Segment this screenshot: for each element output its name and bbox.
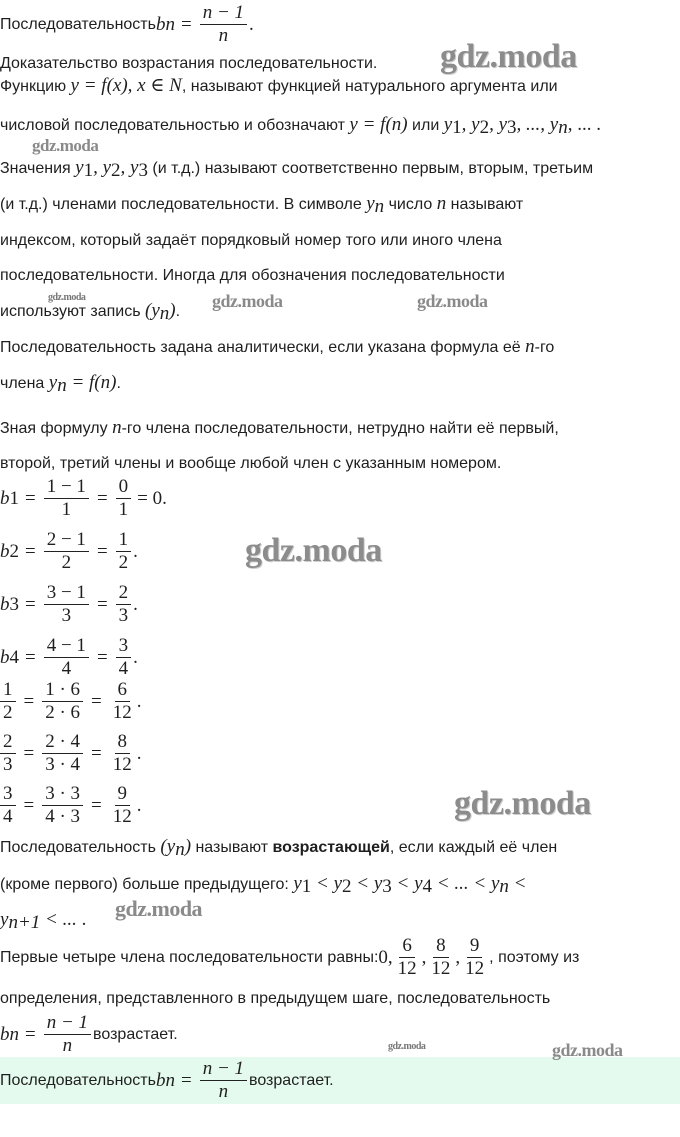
watermark-logo: gdz.moda <box>552 1040 623 1060</box>
text-line: $y_{n+1}$ < ... . <box>0 909 87 933</box>
fraction: $\frac{3 - 1}{3}$ <box>44 582 89 627</box>
watermark-logo: gdz.moda <box>32 136 99 155</box>
text-line: последовательности. Иногда для обозначения последовательности <box>0 267 505 284</box>
term-b2-equation: b 2 = $\frac{2 - 1}{2}$ = $\frac{1}{2}$ . <box>0 529 138 573</box>
answer-box <box>0 1057 680 1104</box>
watermark-logo: gdz.moda <box>440 38 577 75</box>
fraction: $\frac{2}{3}$ <box>0 731 16 776</box>
watermark-logo: gdz.moda <box>212 291 283 311</box>
fraction-equivalence: $\frac{1}{2}$ = $\frac{1 \cdot 6}{2 \cdot 6}$ = $\frac{6}{12}$ . <box>0 679 142 724</box>
first-terms-line: Первые четыре члена последовательности равны: 0 , $\frac{6}{12}$ , $\frac{8}{12}$ , $\frac{9}{12}$ , поэтому из <box>0 935 580 979</box>
fraction: $\frac{1}{2}$ <box>0 679 16 724</box>
text-line: (и т.д.) членами последовательности. В символе $y_n$ число n называют <box>0 193 524 217</box>
text-line: Последовательность задана аналитически, если указана формула её n-го <box>0 336 555 357</box>
watermark-logo: gdz.moda <box>417 291 488 311</box>
text-line: Зная формулу n-го члена последовательности, нетрудно найти её первый, <box>0 417 559 438</box>
fraction-equivalence: $\frac{2}{3}$ = $\frac{2 \cdot 4}{3 \cdot 4}$ = $\frac{8}{12}$ . <box>0 731 142 776</box>
fraction: $\frac{6}{12}$ <box>397 935 417 979</box>
term-b3-equation: b 3 = $\frac{3 - 1}{3}$ = $\frac{2}{3}$ . <box>0 582 138 626</box>
answer-text: Последовательность b n = $\frac{n - 1}{n}$ возрастает. <box>0 1058 334 1102</box>
watermark-logo: gdz.moda <box>48 292 86 303</box>
term-b1-equation: b 1 = $\frac{1 - 1}{1}$ = $\frac{0}{1}$ = 0. <box>0 476 167 520</box>
fraction: $\frac{8}{12}$ <box>431 935 451 979</box>
text-line: Функцию y = f(x), x ∈ N, называют функцией натурального аргумента или <box>0 75 558 96</box>
proof-heading: Доказательство возрастания последовательности. <box>0 55 378 72</box>
conclusion-line: b n = $\frac{n - 1}{n}$ возрастает. <box>0 1012 178 1056</box>
fraction: $\frac{4 - 1}{4}$ <box>44 635 89 680</box>
fraction-equivalence: $\frac{3}{4}$ = $\frac{3 \cdot 3}{4 \cdot 3}$ = $\frac{9}{12}$ . <box>0 783 142 828</box>
fraction: $\frac{3 \cdot 3}{4 \cdot 3}$ <box>42 783 83 828</box>
fraction: $\frac{1 \cdot 6}{2 \cdot 6}$ <box>42 679 83 724</box>
text-line: (кроме первого) больше предыдущего: $y_1 < y_2 < y_3 < y_4$ < ... < $y_n$ < <box>0 873 527 897</box>
fraction: $\frac{6}{12}$ <box>112 679 132 723</box>
fraction: $\frac{n - 1}{n}$ <box>44 1012 91 1057</box>
watermark-logo: gdz.moda <box>115 896 203 921</box>
fraction: $\frac{3}{4}$ <box>116 635 132 680</box>
watermark-logo: gdz.moda <box>454 785 591 822</box>
fraction: $\frac{9}{12}$ <box>112 783 132 827</box>
fraction: $\frac{9}{12}$ <box>465 935 485 979</box>
fraction: $\frac{2}{3}$ <box>116 582 132 627</box>
text-line: Значения $y_1$, $y_2$, $y_3$ (и т.д.) называют соответственно первым, вторым, третьим <box>0 157 594 181</box>
text-line: индексом, который задаёт порядковый номер того или иного члена <box>0 232 502 249</box>
fraction: $\frac{2 - 1}{2}$ <box>44 529 89 574</box>
text-line: используют запись $(y_n)$. <box>0 300 181 324</box>
term-b4-equation: b 4 = $\frac{4 - 1}{4}$ = $\frac{3}{4}$ . <box>0 635 138 679</box>
sequence-definition-line: Последовательность b n = $\frac{n - 1}{n}$ . <box>0 2 254 46</box>
fraction: $\frac{8}{12}$ <box>112 731 132 775</box>
fraction: $\frac{3}{4}$ <box>0 783 16 828</box>
fraction: $\frac{n - 1}{n}$ <box>200 1058 247 1103</box>
watermark-logo: gdz.moda <box>388 1041 426 1052</box>
text-line: члена $y_n = f(n)$. <box>0 372 121 396</box>
watermark-logo: gdz.moda <box>245 532 382 569</box>
fraction: $\frac{1}{2}$ <box>116 529 132 574</box>
increasing-definition: Последовательность $(y_n)$ называют возрастающей, если каждый её член <box>0 836 558 860</box>
fraction: $\frac{1 - 1}{1}$ <box>44 476 89 521</box>
text-line: определения, представленного в предыдущем шаге, последовательность <box>0 990 551 1007</box>
text-line: числовой последовательностью и обозначают y = f(n) или $y_1$, $y_2$, $y_3$, ..., $y_n$, ... . <box>0 114 601 138</box>
fraction: $\frac{0}{1}$ <box>116 476 132 521</box>
fraction: $\frac{n - 1}{n}$ <box>200 2 247 47</box>
fraction: $\frac{2 \cdot 4}{3 \cdot 4}$ <box>42 731 83 776</box>
text-line: второй, третий члены и вообще любой член с указанным номером. <box>0 455 502 472</box>
